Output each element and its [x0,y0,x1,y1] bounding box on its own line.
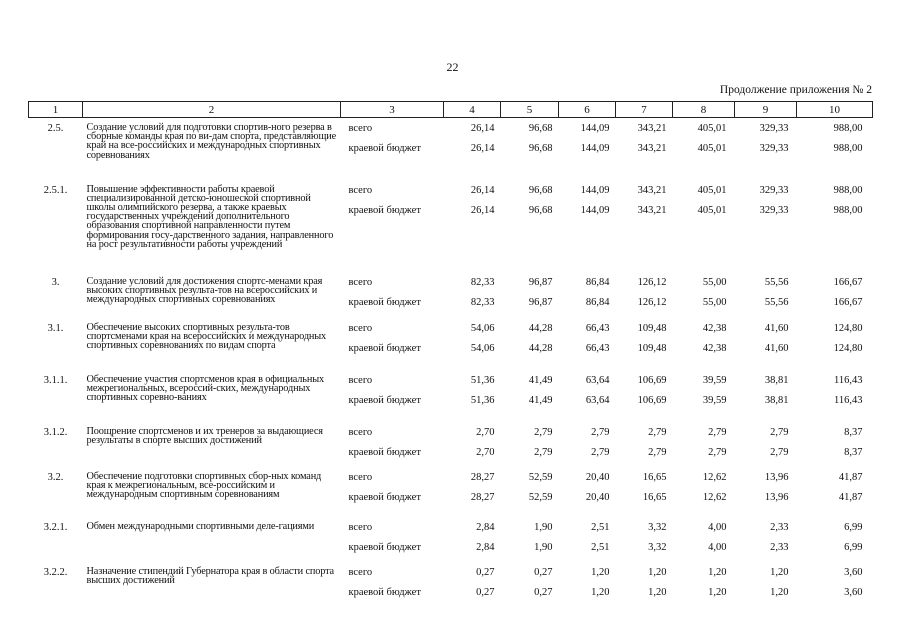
value: 1,20 [591,586,610,598]
value-cell [501,422,559,467]
funding-source: краевой бюджет [348,342,421,354]
row-name-cell [83,370,341,422]
value-cell [797,180,873,272]
value-cell [673,180,735,272]
header-cell: 6 [559,102,616,118]
value: 41,87 [838,471,863,483]
value: 2,51 [591,521,610,533]
value-cell [735,272,797,318]
value: 144,09 [580,204,610,216]
value: 343,21 [637,123,667,134]
value-cell [444,370,501,422]
row-name-cell [83,562,341,607]
table-row [29,180,873,272]
value: 16,65 [642,491,667,503]
value-cell [559,370,616,422]
value: 1,90 [534,541,553,553]
funding-source: краевой бюджет [348,586,421,598]
value: 41,49 [528,374,553,386]
value: 54,06 [470,322,495,334]
funding-source: всего [348,426,373,438]
value-cell [616,422,673,467]
value-cell [501,370,559,422]
value: 52,59 [528,491,553,503]
header-cell: 1 [29,102,83,118]
funding-source-cell [341,318,444,370]
value-cell [797,318,873,370]
value: 1,20 [708,566,727,578]
page-number: 22 [446,60,459,74]
value: 106,69 [637,374,667,386]
value-cell [616,370,673,422]
value: 166,67 [833,296,863,308]
funding-source: всего [348,521,373,533]
row-number: 3.1.2. [43,426,68,438]
value: 116,43 [834,394,863,406]
value: 329,33 [759,204,789,216]
value: 2,79 [708,426,727,438]
table-row [29,562,873,607]
value: 26,14 [470,123,495,134]
value-cell [559,517,616,562]
value: 4,00 [708,521,727,533]
value: 3,60 [844,586,863,598]
value-cell [673,318,735,370]
row-number: 2.5.1. [43,184,68,196]
value: 2,79 [648,446,667,458]
value: 2,79 [591,446,610,458]
value-cell [501,318,559,370]
value: 988,00 [833,123,863,134]
value-cell [559,562,616,607]
value: 26,14 [470,184,495,196]
table-row [29,370,873,422]
value: 20,40 [585,491,610,503]
header-cell: 10 [797,102,873,118]
value-cell [735,180,797,272]
value-cell [559,422,616,467]
value-cell [797,272,873,318]
value-cell [673,517,735,562]
funding-source: краевой бюджет [348,541,421,553]
value-cell [673,118,735,180]
value: 6,99 [844,521,863,533]
value: 42,38 [702,342,727,354]
value-cell [444,272,501,318]
row-number: 3.1. [47,322,64,334]
value: 329,33 [759,143,789,154]
value: 41,60 [764,342,789,354]
value: 405,01 [697,143,727,154]
value: 2,84 [476,521,495,533]
funding-source: краевой бюджет [348,491,421,503]
value: 1,90 [534,521,553,533]
table-row [29,422,873,467]
value: 16,65 [642,471,667,483]
value: 329,33 [759,123,789,134]
value: 6,99 [844,541,863,553]
value: 26,14 [470,204,495,216]
value-cell [797,517,873,562]
continuation-label: Продолжение приложения № 2 [719,84,872,96]
value: 86,84 [585,276,610,288]
funding-source-cell [341,467,444,517]
value: 124,80 [833,342,863,354]
value-cell [616,180,673,272]
funding-source: всего [348,184,373,196]
funding-source-cell [341,180,444,272]
value: 52,59 [528,471,553,483]
value: 988,00 [833,204,863,216]
value-cell [559,180,616,272]
value-cell [797,422,873,467]
row-number: 2.5. [47,123,64,134]
value: 166,67 [833,276,863,288]
value: 1,20 [648,586,667,598]
value: 2,33 [770,521,789,533]
value: 54,06 [470,342,495,354]
value: 2,70 [476,426,495,438]
value: 109,48 [637,342,667,354]
value: 1,20 [708,586,727,598]
value: 2,79 [708,446,727,458]
value: 66,43 [585,342,610,354]
value: 4,00 [708,541,727,553]
value: 2,79 [648,426,667,438]
value: 116,43 [834,374,863,386]
value: 3,32 [648,521,667,533]
value: 55,00 [702,296,727,308]
value: 144,09 [580,143,610,154]
value: 44,28 [528,322,553,334]
value-cell [735,118,797,180]
value: 2,79 [591,426,610,438]
row-name: Создание условий для достижения спортс-менами края высоких спортивных результа-тов на всероссийских и международных спортивных соревнованиях [86,275,323,305]
value-cell [616,318,673,370]
value-cell [501,272,559,318]
value: 44,28 [528,342,553,354]
row-name: Обеспечение высоких спортивных результа-тов спортсменами края на всероссийских и международных спортивных соревнованиях по видам спорта [86,321,327,351]
value-cell [616,272,673,318]
value: 38,81 [764,394,789,406]
value: 0,27 [534,586,553,598]
value-cell [559,318,616,370]
value: 13,96 [764,491,789,503]
header-row [29,102,873,118]
table-row [29,272,873,318]
funding-source: краевой бюджет [348,204,421,216]
value-cell [673,562,735,607]
value: 144,09 [580,184,610,196]
value: 82,33 [470,276,495,288]
value: 12,62 [702,491,727,503]
value: 26,14 [470,143,495,154]
value: 405,01 [697,204,727,216]
row-name: Назначение стипендий Губернатора края в области спорта высших достижений [86,565,334,586]
value: 13,96 [764,471,789,483]
value: 66,43 [585,322,610,334]
value: 55,56 [764,296,789,308]
value-cell [616,562,673,607]
value: 988,00 [833,184,863,196]
value-cell [735,562,797,607]
value-cell [616,517,673,562]
value: 1,20 [770,586,789,598]
value: 96,68 [528,143,553,154]
row-name-cell [83,180,341,272]
header-cell: 7 [616,102,673,118]
value: 86,84 [585,296,610,308]
header-cell: 8 [673,102,735,118]
value-cell [673,272,735,318]
row-name-cell [83,118,341,180]
row-name-cell [83,318,341,370]
value-cell [444,180,501,272]
value-cell [501,467,559,517]
row-name-cell [83,272,341,318]
value: 96,87 [528,276,553,288]
value: 2,79 [770,426,789,438]
table-row [29,467,873,517]
value: 2,79 [770,446,789,458]
value: 96,68 [528,123,553,134]
row-name-cell [83,422,341,467]
header-cell: 9 [735,102,797,118]
value-cell [444,517,501,562]
value: 96,68 [528,204,553,216]
value-cell [673,467,735,517]
value: 126,12 [637,296,667,308]
funding-source: всего [348,276,373,288]
row-name: Обеспечение подготовки спортивных сбор-ных команд края к межрегиональным, все-российским и международным спортивным соревнованиям [86,470,322,500]
value: 3,32 [648,541,667,553]
value-cell [501,562,559,607]
funding-source: краевой бюджет [348,296,421,308]
funding-source-cell [341,562,444,607]
value-cell [735,318,797,370]
value: 2,84 [476,541,495,553]
value: 12,62 [702,471,727,483]
value: 39,59 [702,374,727,386]
value: 20,40 [585,471,610,483]
value: 2,79 [534,446,553,458]
value: 96,68 [528,184,553,196]
value: 109,48 [637,322,667,334]
row-number: 3.2.1. [43,521,68,533]
row-name: Создание условий для подготовки спортив-ного резерва в сборные команды края по ви-дам спорта, представляющие край на все-российских и международных спортивных соревнованиях [86,122,336,161]
value-cell [735,517,797,562]
funding-source-cell [341,422,444,467]
value: 106,69 [637,394,667,406]
value: 405,01 [697,123,727,134]
value: 41,60 [764,322,789,334]
value: 405,01 [697,184,727,196]
value-cell [616,118,673,180]
funding-source: всего [348,374,373,386]
funding-source: краевой бюджет [348,394,421,406]
value-cell [797,467,873,517]
funding-source-cell [341,272,444,318]
value-cell [797,370,873,422]
value: 3,60 [844,566,863,578]
value-cell [735,467,797,517]
funding-source: всего [348,471,373,483]
row-name-cell [83,467,341,517]
value: 28,27 [470,491,495,503]
value: 1,20 [591,566,610,578]
value: 28,27 [470,471,495,483]
value-cell [444,118,501,180]
value-cell [501,118,559,180]
row-number: 3. [51,276,60,288]
value: 988,00 [833,143,863,154]
row-number: 3.1.1. [43,374,68,386]
value-cell [673,422,735,467]
value: 0,27 [534,566,553,578]
row-name-cell [83,517,341,562]
header-cell: 4 [444,102,501,118]
value: 343,21 [637,204,667,216]
value: 42,38 [702,322,727,334]
funding-source: краевой бюджет [348,446,421,458]
value-cell [444,422,501,467]
value: 51,36 [470,374,495,386]
value: 55,00 [702,276,727,288]
value-cell [559,272,616,318]
value: 144,09 [580,123,610,134]
value: 126,12 [637,276,667,288]
value-cell [501,180,559,272]
value: 41,49 [528,394,553,406]
value-cell [559,118,616,180]
row-name: Обмен международными спортивными деле-гациями [86,520,315,532]
value: 124,80 [833,322,863,334]
value: 41,87 [838,491,863,503]
table-row [29,118,873,180]
funding-source-cell [341,370,444,422]
value: 8,37 [844,446,863,458]
funding-source: всего [348,123,373,134]
budget-table [28,101,873,607]
value-cell [501,517,559,562]
value: 63,64 [585,394,610,406]
funding-source: краевой бюджет [348,143,421,154]
value-cell [735,370,797,422]
funding-source-cell [341,517,444,562]
value: 38,81 [764,374,789,386]
value-cell [735,422,797,467]
funding-source: всего [348,566,373,578]
value-cell [673,370,735,422]
value: 51,36 [470,394,495,406]
value: 82,33 [470,296,495,308]
table-body [29,118,873,607]
value: 1,20 [648,566,667,578]
value: 329,33 [759,184,789,196]
value-cell [444,318,501,370]
value: 63,64 [585,374,610,386]
header-cell: 5 [501,102,559,118]
value: 2,70 [476,446,495,458]
value: 8,37 [844,426,863,438]
funding-source-cell [341,118,444,180]
header-cell: 3 [341,102,444,118]
value-cell [616,467,673,517]
value: 55,56 [764,276,789,288]
row-name: Повышение эффективности работы краевой специализированной детско-юношеской спортивной школы олимпийского резерва, а также краевых государственных учреждений дополнительного образования спортивной направленности путем формирования госу-дарственного задания, направленного на рост результативности работы учреждений [86,183,334,250]
value: 39,59 [702,394,727,406]
value: 343,21 [637,143,667,154]
funding-source: всего [348,322,373,334]
value: 343,21 [637,184,667,196]
row-number: 3.2.2. [43,566,68,578]
value: 2,33 [770,541,789,553]
table-row [29,318,873,370]
row-number: 3.2. [47,471,64,483]
row-name: Поощрение спортсменов и их тренеров за выдающиеся результаты в спорте высших достижений [86,425,323,446]
value: 2,79 [534,426,553,438]
value-cell [444,562,501,607]
value: 2,51 [591,541,610,553]
value: 0,27 [476,566,495,578]
value: 96,87 [528,296,553,308]
header-cell: 2 [83,102,341,118]
value: 1,20 [770,566,789,578]
table-row [29,517,873,562]
value-cell [797,562,873,607]
value-cell [444,467,501,517]
value-cell [797,118,873,180]
value-cell [559,467,616,517]
value: 0,27 [476,586,495,598]
row-name: Обеспечение участия спортсменов края в официальных межрегиональных, всероссий-ских, международных спортивных соревно-ваниях [86,373,324,403]
